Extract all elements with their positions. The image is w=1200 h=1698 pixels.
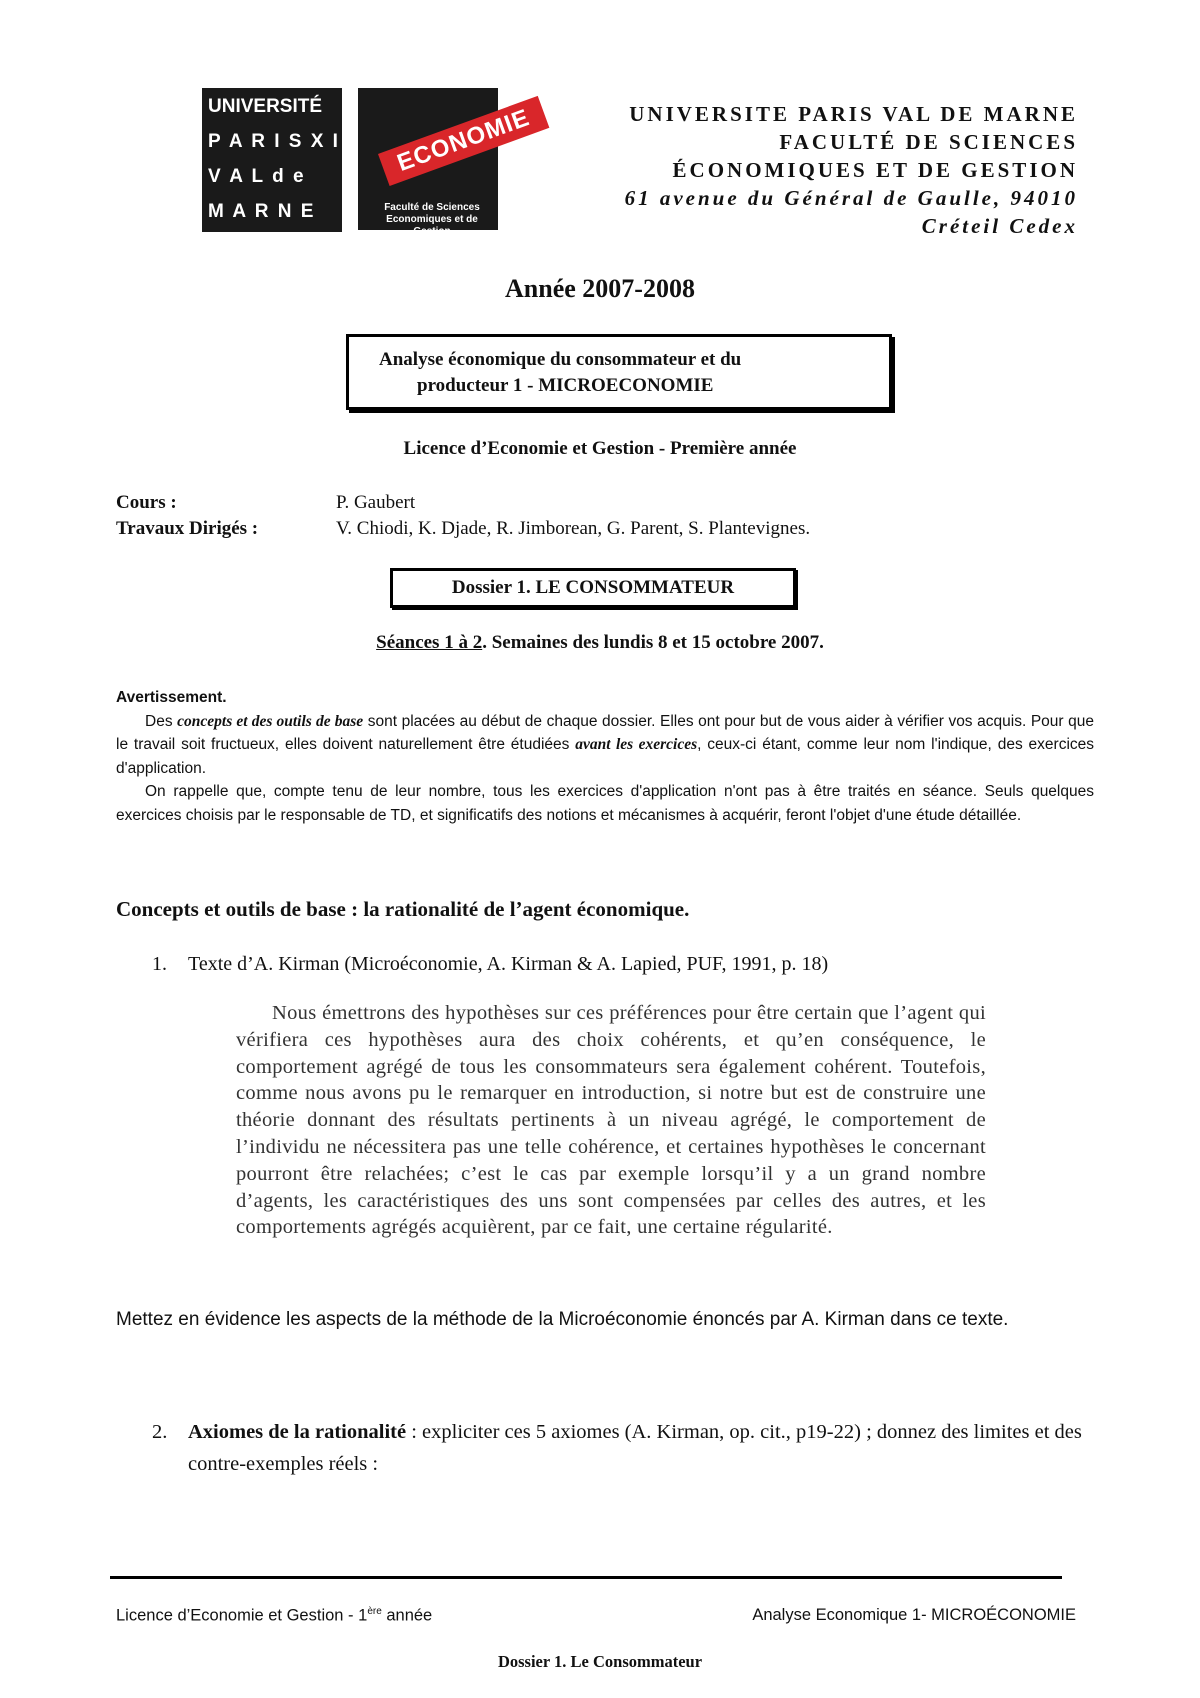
university-logo bbox=[202, 88, 355, 232]
item-2-number: 2. bbox=[152, 1421, 168, 1443]
kirman-quote bbox=[236, 1000, 986, 1241]
p1-b: concepts et des outils de base bbox=[177, 712, 364, 730]
header-line-1: UNIVERSITE PARIS VAL DE MARNE bbox=[629, 102, 1078, 126]
item-1-number: 1. bbox=[152, 953, 167, 975]
p1-e: , ceux-ci étant, comme leur nom l'indique, des exercices d'application. bbox=[116, 736, 1095, 777]
logo-line-2: P A R I S X I I bbox=[208, 131, 355, 152]
p1-a: Des bbox=[145, 712, 178, 730]
header-city: Créteil Cedex bbox=[921, 214, 1078, 238]
p1-d: avant les exercices bbox=[575, 736, 698, 753]
course-title-box bbox=[346, 334, 892, 410]
header-line-2: FACULTÉ DE SCIENCES bbox=[779, 130, 1078, 154]
economie-sub-line-2: Economiques et de Gestion bbox=[386, 214, 478, 237]
footer-left bbox=[116, 1606, 432, 1626]
footer-left-sup: ère bbox=[367, 1606, 382, 1617]
course-title-line-2: producteur 1 - MICROECONOMIE bbox=[417, 375, 714, 396]
cours-value: P. Gaubert bbox=[336, 492, 416, 513]
university-header bbox=[625, 100, 1078, 240]
economie-sub bbox=[372, 202, 492, 238]
header-address: 61 avenue du Général de Gaulle, 94010 bbox=[624, 186, 1078, 210]
section-title: Concepts et outils de base : la rationalité de l’agent économique. bbox=[116, 897, 690, 921]
footer-left-b: année bbox=[381, 1606, 433, 1625]
footer-right: Analyse Economique 1- MICROÉCONOMIE bbox=[752, 1606, 1076, 1624]
logo-line-1: UNIVERSITÉ bbox=[208, 96, 323, 117]
header-line-3: ÉCONOMIQUES ET DE GESTION bbox=[672, 158, 1078, 182]
item-1-text: Texte d’A. Kirman (Microéconomie, A. Kirman & A. Lapied, PUF, 1991, p. 18) bbox=[188, 953, 829, 975]
avertissement-title: Avertissement. bbox=[116, 689, 227, 706]
td-label: Travaux Dirigés : bbox=[116, 518, 259, 539]
item-2-bold: Axiomes de la rationalité bbox=[188, 1421, 407, 1443]
avertissement-paragraph-2: On rappelle que, compte tenu de leur nombre, tous les exercices d'application n'ont pas à être traités en séance. Seuls quelques exercices choisis par le responsable de TD, et significatifs des notions et mécanismes à acquérir, feront l'objet d'une étude détaillée. bbox=[116, 783, 1094, 824]
economie-sub-line-1: Faculté de Sciences bbox=[384, 202, 480, 213]
academic-year: Année 2007-2008 bbox=[505, 274, 695, 303]
p1-c: sont placées au début de chaque dossier. Elles ont pour but de vous aider à vérifier vos acquis. Pour que le travail soit fructueux, elles doivent naturellement être étudiées bbox=[116, 712, 1094, 753]
footer-left-a: Licence d’Economie et Gestion - 1 bbox=[116, 1606, 368, 1625]
dossier-box: Dossier 1. LE CONSOMMATEUR bbox=[390, 568, 796, 608]
licence-line: Licence d’Economie et Gestion - Première année bbox=[403, 438, 797, 459]
question-text: Mettez en évidence les aspects de la méthode de la Microéconomie énoncés par A. Kirman dans ce texte. bbox=[116, 1309, 1009, 1330]
economie-logo bbox=[358, 88, 534, 237]
footer-center: Dossier 1. Le Consommateur bbox=[497, 1652, 703, 1671]
avertissement-paragraph-1 bbox=[116, 710, 1094, 781]
footer-rule bbox=[110, 1576, 1062, 1579]
avertissement-block bbox=[116, 686, 1094, 827]
kirman-quote-text: Nous émettrons des hypothèses sur ces préférences pour être certain que l’agent qui vérifiera ces hypothèses aura des choix cohérents, et qu’en conséquence, le comportement agrégé de tous les consommateurs sera également cohérent. Toutefois, comme nous avons pu le remarquer en introduction, si notre but est de construire une théorie donnant des résultats pertinents à un niveau agrégé, le comportement de l’individu ne nécessitera pas une telle cohérence, et certaines hypothèses le concernant pourront être relachées; c’est le cas par exemple lorsqu’il y a un grand nombre d’agents, les caractéristiques des uns sont compensées par celles des autres, et les comportements agrégés acquièrent, par ce fait, une certaine régularité. bbox=[236, 1002, 986, 1239]
course-title-line-1: Analyse économique du consommateur et du bbox=[379, 349, 742, 370]
seances-underlined: Séances 1 à 2 bbox=[376, 632, 483, 653]
seances-line bbox=[0, 632, 1200, 654]
logo-line-3: V A L d e bbox=[208, 166, 306, 187]
economie-band: ECONOMIE bbox=[378, 96, 549, 186]
seances-rest: . Semaines des lundis 8 et 15 octobre 2007. bbox=[482, 632, 824, 653]
td-value: V. Chiodi, K. Djade, R. Jimborean, G. Parent, S. Plantevignes. bbox=[336, 518, 811, 539]
item-2-text bbox=[188, 1416, 1096, 1480]
logo-line-4: M A R N E bbox=[208, 201, 316, 222]
cours-label: Cours : bbox=[116, 492, 177, 513]
item-2-rest: : expliciter ces 5 axiomes (A. Kirman, op. cit., p19-22) ; donnez des limites et des contre-exemples réels : bbox=[188, 1421, 1082, 1475]
